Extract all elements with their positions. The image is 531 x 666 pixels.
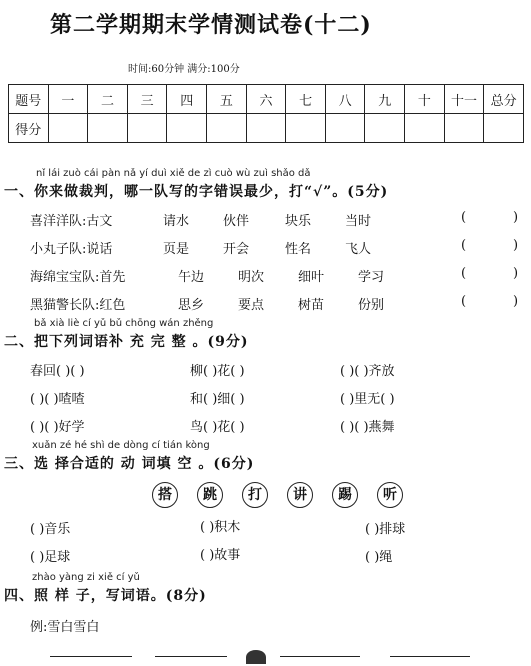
word: 午边 bbox=[178, 270, 205, 285]
example-text: 例:雪白雪白 bbox=[30, 620, 100, 635]
table-cell: 五 bbox=[207, 85, 247, 114]
verb-option[interactable]: 打 bbox=[242, 482, 268, 508]
table-cell: 十一 bbox=[444, 85, 484, 114]
fill-blank-item[interactable]: ( )( )燕舞 bbox=[340, 420, 395, 435]
score-cell[interactable] bbox=[405, 114, 445, 143]
word: 思乡 bbox=[178, 298, 205, 313]
word: 性名 bbox=[285, 242, 312, 257]
answer-paren-open[interactable]: ( bbox=[461, 210, 467, 225]
table-cell: 三 bbox=[127, 85, 167, 114]
section2-pinyin: bǎ xià liè cí yǔ bǔ chōng wán zhěng bbox=[34, 318, 214, 329]
section2-title: 二、把下列词语补 充 完 整 。(9分) bbox=[4, 334, 249, 350]
score-cell[interactable] bbox=[325, 114, 365, 143]
table-cell: 六 bbox=[246, 85, 286, 114]
score-cell[interactable] bbox=[286, 114, 326, 143]
word: 请水 bbox=[163, 214, 190, 229]
word: 飞人 bbox=[345, 242, 372, 257]
answer-line[interactable] bbox=[280, 656, 360, 657]
score-cell[interactable] bbox=[484, 114, 524, 143]
answer-paren-open[interactable]: ( bbox=[461, 238, 467, 253]
page-title: 第二学期期末学情测试卷(十二) bbox=[50, 12, 372, 38]
answer-line[interactable] bbox=[50, 656, 132, 657]
section3-title: 三、选 择合适的 动 词填 空 。(6分) bbox=[4, 456, 255, 472]
score-label: 得分 bbox=[9, 114, 49, 143]
fill-blank-item[interactable]: 和( )细( ) bbox=[190, 392, 245, 407]
word: 明次 bbox=[238, 270, 265, 285]
table-cell: 题号 bbox=[9, 85, 49, 114]
score-cell[interactable] bbox=[207, 114, 247, 143]
page-ornament bbox=[246, 650, 266, 664]
fill-blank-item[interactable]: ( )( )喳喳 bbox=[30, 392, 85, 407]
fill-blank-item[interactable]: ( )里无( ) bbox=[340, 392, 395, 407]
table-cell: 总分 bbox=[484, 85, 524, 114]
answer-line[interactable] bbox=[390, 656, 470, 657]
fill-blank-item[interactable]: ( )( )齐放 bbox=[340, 364, 395, 379]
word: 学习 bbox=[358, 270, 385, 285]
table-cell: 二 bbox=[88, 85, 128, 114]
word: 要点 bbox=[238, 298, 265, 313]
section1-title: 一、你来做裁判，哪一队写的字错误最少，打“√”。(5分) bbox=[4, 184, 389, 200]
score-table-score-row bbox=[9, 114, 524, 143]
word: 块乐 bbox=[285, 214, 312, 229]
answer-paren-close: ) bbox=[513, 294, 519, 309]
answer-line[interactable] bbox=[155, 656, 227, 657]
section4-title: 四、照 样 子，写词语。(8分) bbox=[4, 588, 207, 604]
answer-paren-open[interactable]: ( bbox=[461, 266, 467, 281]
word: 细叶 bbox=[298, 270, 325, 285]
score-cell[interactable] bbox=[167, 114, 207, 143]
score-table bbox=[8, 84, 524, 143]
fill-blank-item[interactable]: 春回( )( ) bbox=[30, 364, 85, 379]
word: 份别 bbox=[358, 298, 385, 313]
section3-pinyin: xuǎn zé hé shì de dòng cí tián kòng bbox=[32, 440, 210, 451]
fill-blank-item[interactable]: ( )排球 bbox=[365, 522, 406, 537]
table-cell: 一 bbox=[48, 85, 88, 114]
fill-blank-item[interactable]: ( )积木 bbox=[200, 520, 241, 535]
score-cell[interactable] bbox=[48, 114, 88, 143]
word: 树苗 bbox=[298, 298, 325, 313]
table-cell: 四 bbox=[167, 85, 207, 114]
section4-pinyin: zhào yàng zi xiě cí yǔ bbox=[32, 572, 140, 583]
table-cell: 九 bbox=[365, 85, 405, 114]
team-label: 黑猫警长队:红色 bbox=[30, 298, 126, 313]
fill-blank-item[interactable]: ( )绳 bbox=[365, 550, 393, 565]
word: 开会 bbox=[223, 242, 250, 257]
fill-blank-item[interactable]: ( )音乐 bbox=[30, 522, 71, 537]
answer-paren-open[interactable]: ( bbox=[461, 294, 467, 309]
verb-option[interactable]: 跳 bbox=[197, 482, 223, 508]
score-cell[interactable] bbox=[127, 114, 167, 143]
verb-option[interactable]: 搭 bbox=[152, 482, 178, 508]
score-cell[interactable] bbox=[365, 114, 405, 143]
word: 伙伴 bbox=[223, 214, 250, 229]
word: 页是 bbox=[163, 242, 190, 257]
score-cell[interactable] bbox=[444, 114, 484, 143]
verb-option[interactable]: 听 bbox=[377, 482, 403, 508]
score-cell[interactable] bbox=[88, 114, 128, 143]
section1-pinyin: nǐ lái zuò cái pàn nǎ yí duì xiě de zì cuò wù zuì shǎo dǎ bbox=[36, 168, 311, 179]
fill-blank-item[interactable]: ( )故事 bbox=[200, 548, 241, 563]
fill-blank-item[interactable]: 柳( )花( ) bbox=[190, 364, 245, 379]
verb-option[interactable]: 讲 bbox=[287, 482, 313, 508]
answer-paren-close: ) bbox=[513, 210, 519, 225]
team-label: 海绵宝宝队:首先 bbox=[30, 270, 126, 285]
team-label: 小丸子队:说话 bbox=[30, 242, 113, 257]
table-cell: 七 bbox=[286, 85, 326, 114]
answer-paren-close: ) bbox=[513, 266, 519, 281]
word: 当时 bbox=[345, 214, 372, 229]
score-cell[interactable] bbox=[246, 114, 286, 143]
verb-option[interactable]: 踢 bbox=[332, 482, 358, 508]
fill-blank-item[interactable]: ( )足球 bbox=[30, 550, 71, 565]
team-label: 喜洋洋队:古文 bbox=[30, 214, 113, 229]
fill-blank-item[interactable]: 鸟( )花( ) bbox=[190, 420, 245, 435]
fill-blank-item[interactable]: ( )( )好学 bbox=[30, 420, 85, 435]
score-table-header-row bbox=[9, 85, 524, 114]
exam-info: 时间:60分钟 满分:100分 bbox=[128, 64, 240, 75]
answer-paren-close: ) bbox=[513, 238, 519, 253]
table-cell: 八 bbox=[325, 85, 365, 114]
table-cell: 十 bbox=[405, 85, 445, 114]
